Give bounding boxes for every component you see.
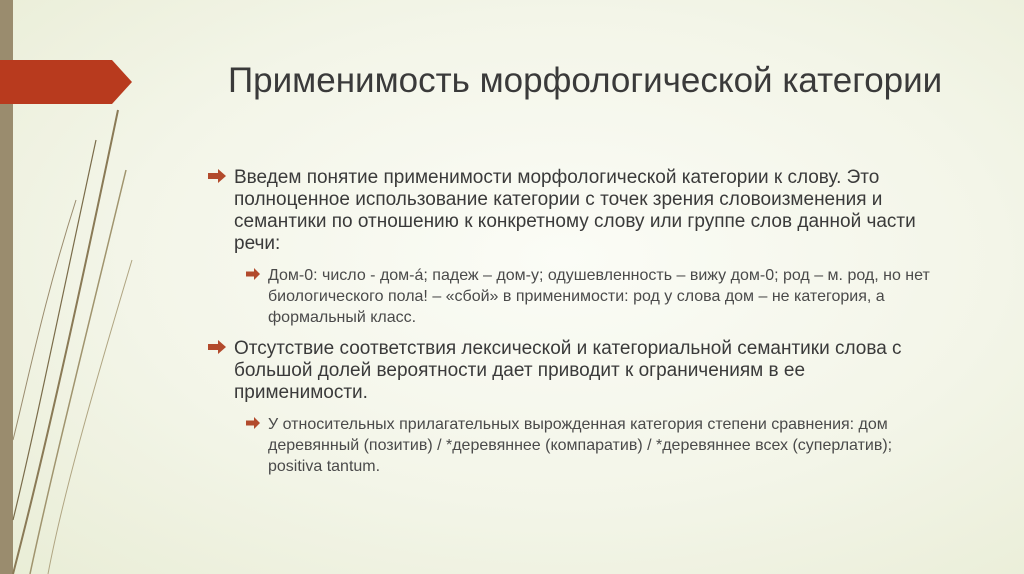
bullet-list xyxy=(206,167,936,487)
arrow-bullet-icon xyxy=(246,417,260,429)
bullet-item-1 xyxy=(206,167,936,255)
bullet-item-2 xyxy=(206,338,936,404)
slide-title: Применимость морфологической категории xyxy=(228,61,943,100)
sub-bullet-text: У относительных прилагательных вырожденная категория степени сравнения: дом деревянный (позитив) / *деревяннее (компаратив) / *деревяннее всех (суперлатив); positiva tantum. xyxy=(268,416,893,475)
sub-bullet-item-1 xyxy=(206,265,936,328)
sub-bullet-item-2 xyxy=(206,414,936,477)
sub-bullet-text: Дом-0: число - дом-á; падеж – дом-у; одушевленность – вижу дом-0; род – м. род, но нет биологического пола! – «сбой» в применимости: род у слова дом – не категория, а формальный класс. xyxy=(268,267,930,326)
bullet-text: Отсутствие соответствия лексической и категориальной семантики слова с большой долей вероятности дает приводит к ограничениям в ее применимости. xyxy=(234,338,902,403)
arrow-bullet-icon xyxy=(208,169,226,183)
bullet-text: Введем понятие применимости морфологической категории к слову. Это полноценное использование категории с точек зрения словоизменения и семантики по отношению к конкретному слову или группе слов данной части речи: xyxy=(234,167,916,254)
title-accent-tab xyxy=(0,60,132,104)
arrow-bullet-icon xyxy=(246,268,260,280)
arrow-bullet-icon xyxy=(208,340,226,354)
